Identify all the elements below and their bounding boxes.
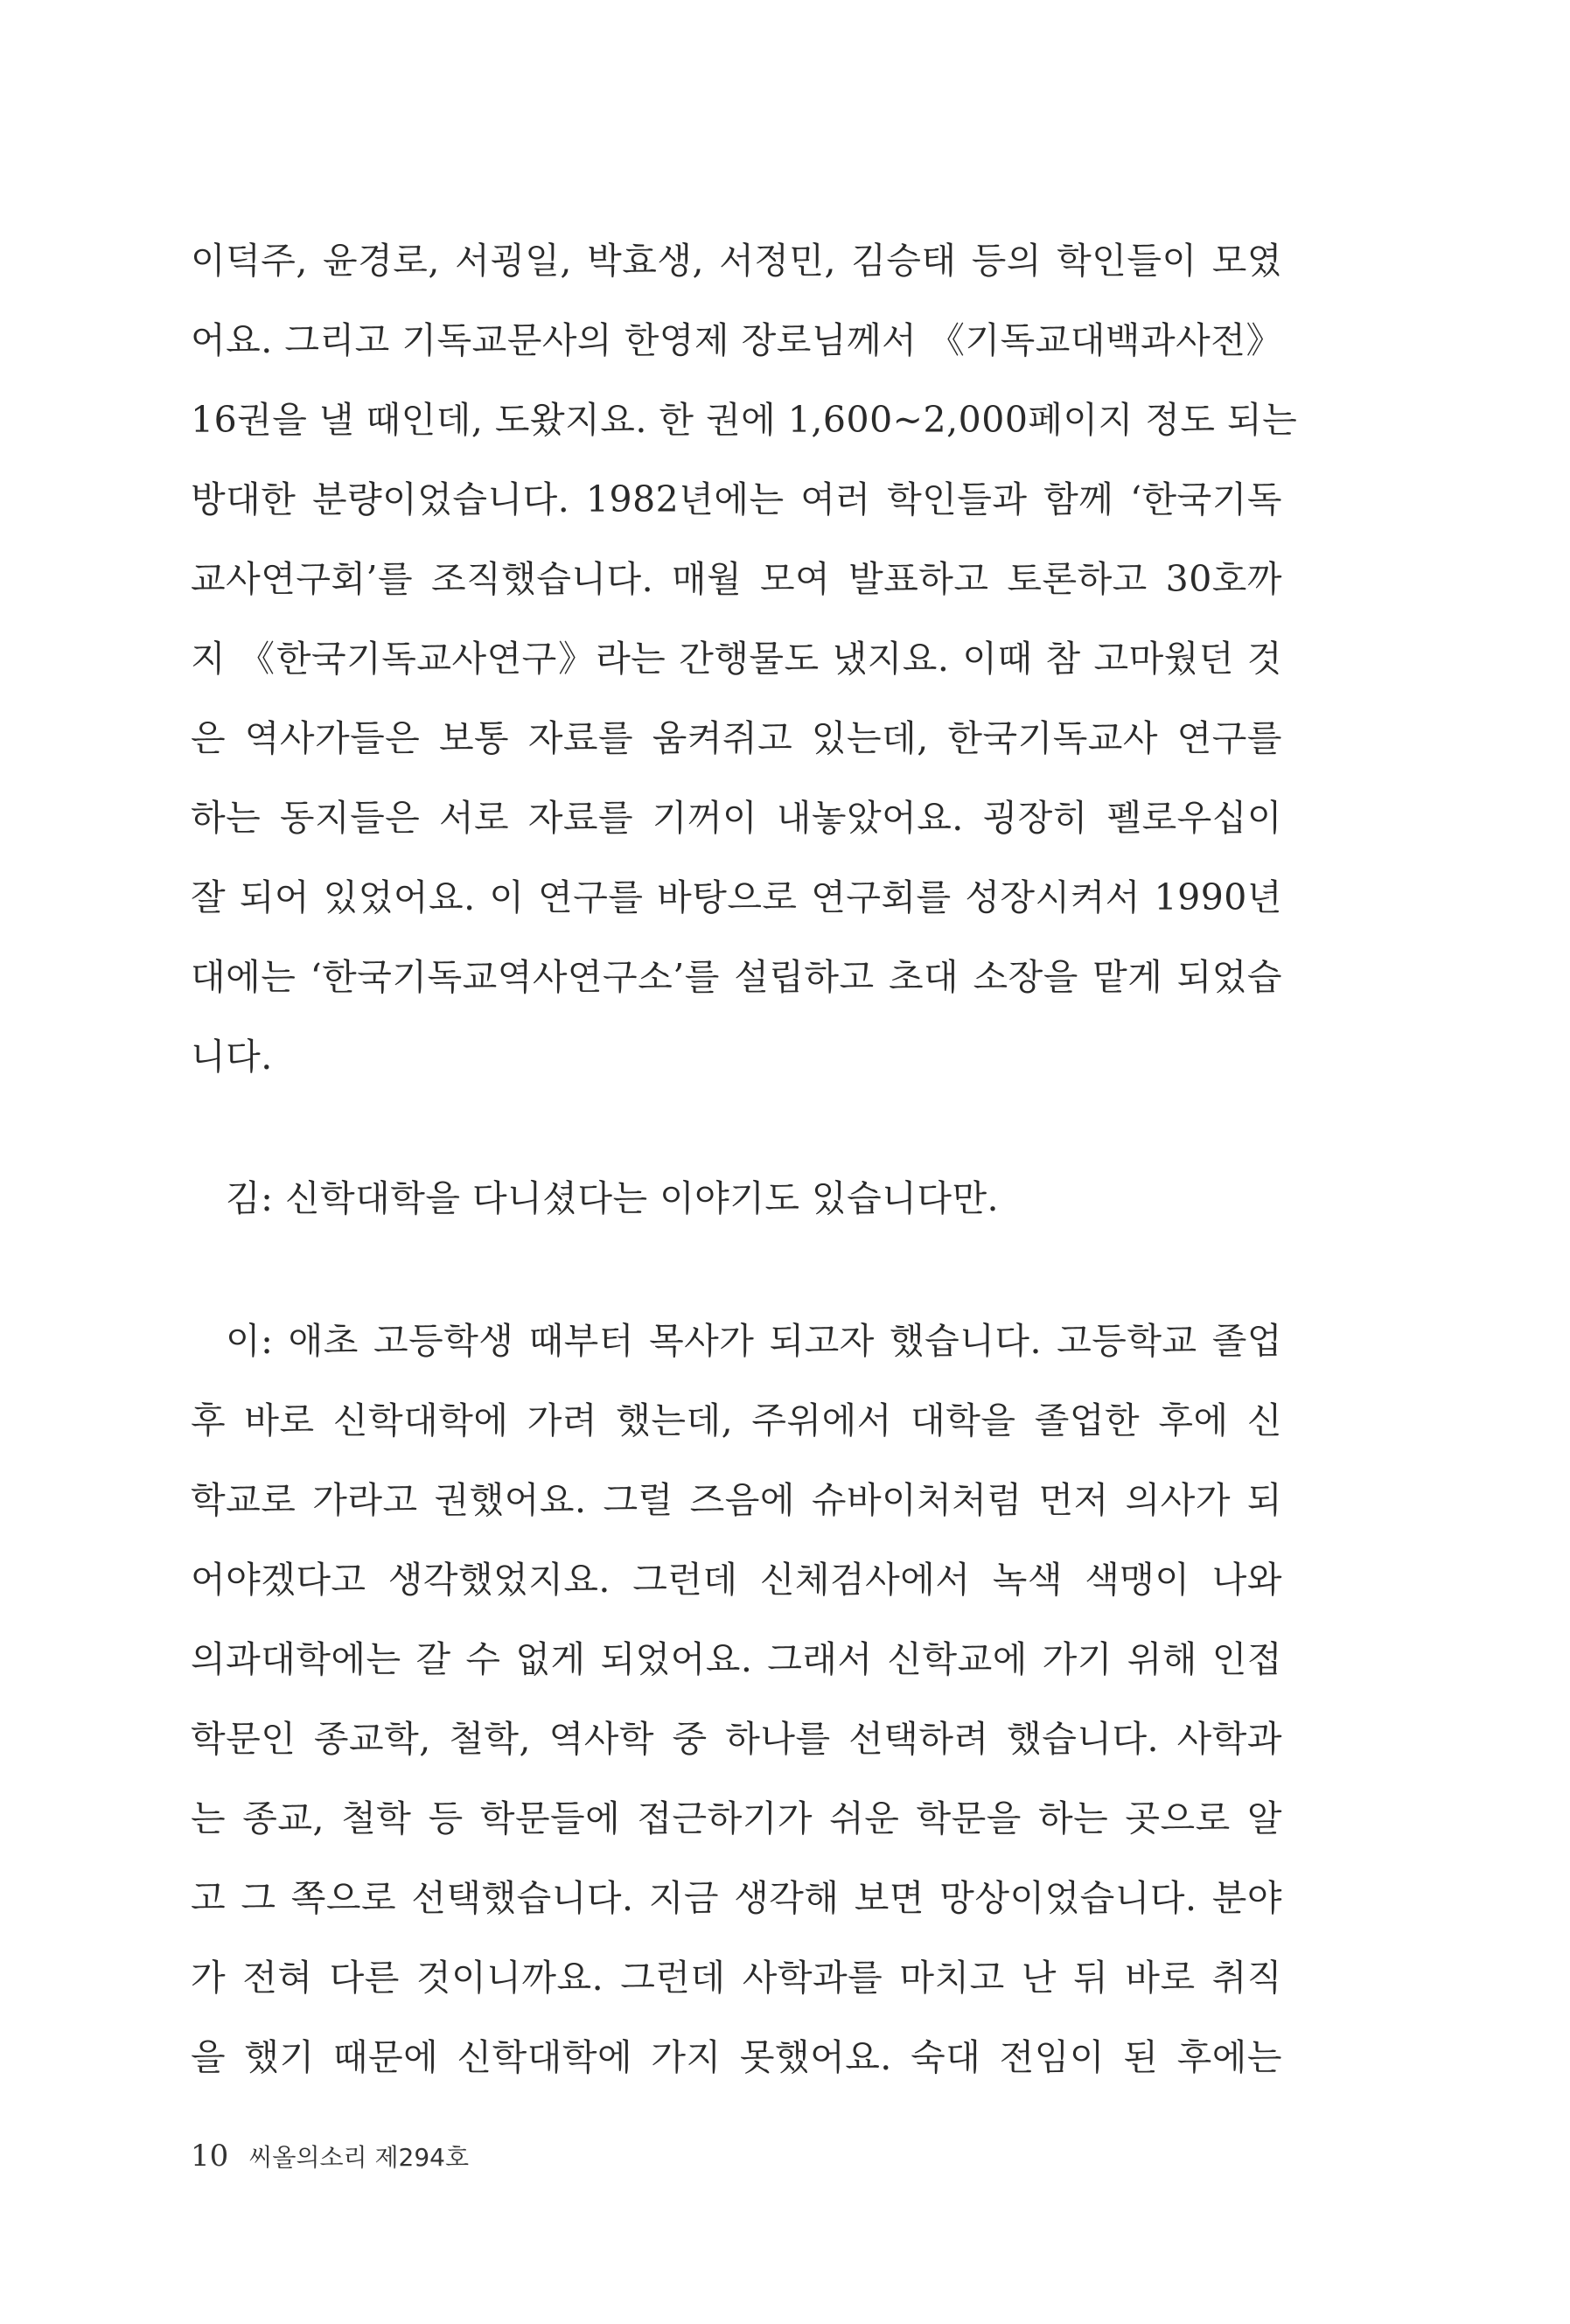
paragraph-1-line: 방대한 분량이었습니다. 1982년에는 여러 학인들과 함께 ‘한국기독 [191, 478, 1282, 520]
page-number: 10 [191, 2139, 229, 2174]
paragraph-1-line: 잘 되어 있었어요. 이 연구를 바탕으로 연구회를 성장시켜서 1990년 [191, 876, 1282, 918]
paragraph-1-line: 대에는 ‘한국기독교역사연구소’를 설립하고 초대 소장을 맡게 되었습 [191, 956, 1282, 998]
publication-title: 씨올의소리 제294호 [248, 2143, 470, 2172]
paragraph-2-line: 이: 애초 고등학생 때부터 목사가 되고자 했습니다. 고등학교 졸업 [226, 1320, 1282, 1362]
paragraph-1-line: 하는 동지들은 서로 자료를 기꺼이 내놓았어요. 굉장히 펠로우십이 [191, 797, 1282, 839]
paragraph-1-line: 이덕주, 윤경로, 서굉일, 박효생, 서정민, 김승태 등의 학인들이 모였 [191, 240, 1282, 282]
page-footer [191, 2134, 469, 2178]
interviewer-question: 김: 신학대학을 다니셨다는 이야기도 있습니다만. [226, 1177, 1000, 1219]
paragraph-2-line: 고 그 쪽으로 선택했습니다. 지금 생각해 보면 망상이었습니다. 분야 [191, 1877, 1282, 1919]
paragraph-2-line: 을 했기 때문에 신학대학에 가지 못했어요. 숙대 전임이 된 후에는 [191, 2036, 1282, 2078]
paragraph-2-line: 후 바로 신학대학에 가려 했는데, 주위에서 대학을 졸업한 후에 신 [191, 1399, 1282, 1441]
paragraph-1-line: 교사연구회’를 조직했습니다. 매월 모여 발표하고 토론하고 30호까 [191, 558, 1282, 600]
paragraph-2-line: 어야겠다고 생각했었지요. 그런데 신체검사에서 녹색 색맹이 나와 [191, 1559, 1282, 1601]
paragraph-1-line: 지 《한국기독교사연구》라는 간행물도 냈지요. 이때 참 고마웠던 것 [191, 638, 1282, 680]
paragraph-2-line: 학교로 가라고 권했어요. 그럴 즈음에 슈바이처처럼 먼저 의사가 되 [191, 1479, 1282, 1521]
paragraph-2-line: 가 전혀 다른 것이니까요. 그런데 사학과를 마치고 난 뒤 바로 취직 [191, 1957, 1282, 1999]
paragraph-2-line: 는 종교, 철학 등 학문들에 접근하기가 쉬운 학문을 하는 곳으로 알 [191, 1797, 1282, 1839]
paragraph-2-line: 의과대학에는 갈 수 없게 되었어요. 그래서 신학교에 가기 위해 인접 [191, 1638, 1282, 1680]
paragraph-1-line: 니다. [191, 1036, 273, 1078]
paragraph-1-line: 어요. 그리고 기독교문사의 한영제 장로님께서 《기독교대백과사전》 [191, 319, 1282, 361]
paragraph-1-line: 16권을 낼 때인데, 도왔지요. 한 권에 1,600~2,000페이지 정도 되는 [191, 399, 1298, 441]
paragraph-1-line: 은 역사가들은 보통 자료를 움켜쥐고 있는데, 한국기독교사 연구를 [191, 717, 1282, 759]
paragraph-2-line: 학문인 종교학, 철학, 역사학 중 하나를 선택하려 했습니다. 사학과 [191, 1718, 1282, 1760]
